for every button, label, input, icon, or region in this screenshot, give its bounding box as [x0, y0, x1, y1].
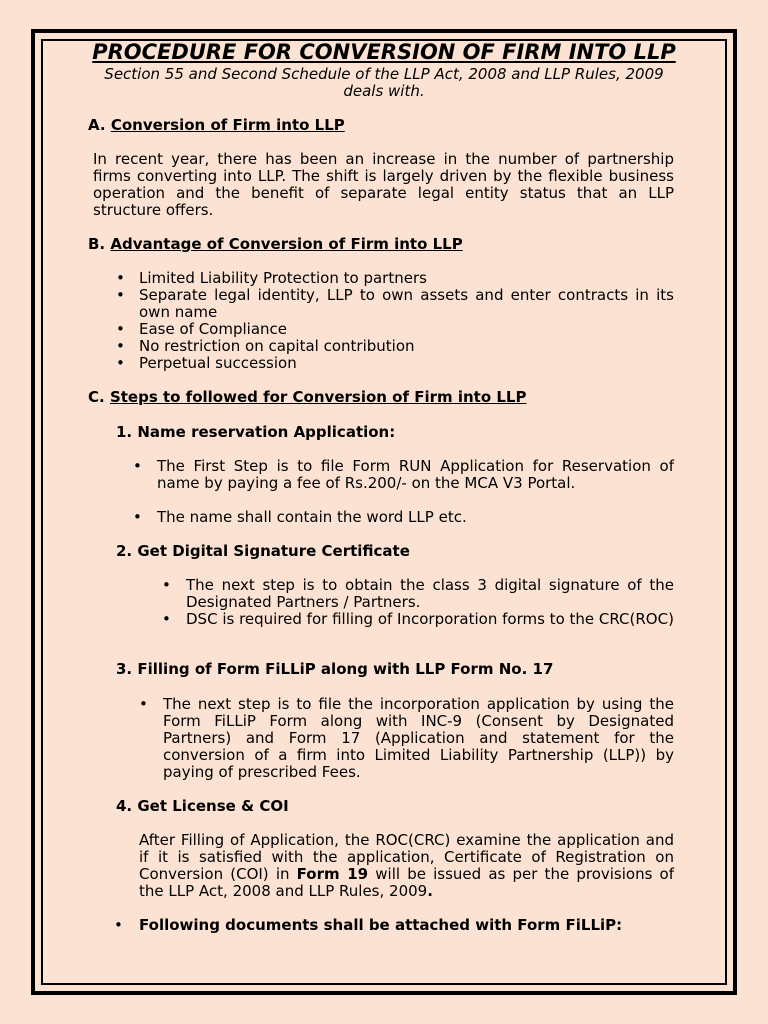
page-title: PROCEDURE FOR CONVERSION OF FIRM INTO LLP — [92, 40, 676, 64]
step-4-number: 4. — [116, 797, 133, 815]
step-2-title: Get Digital Signature Certificate — [137, 542, 410, 560]
list-item: The First Step is to file Form RUN Application for Reservation of name by paying a fee of Rs.200/- on the MCA V3 Portal. — [157, 457, 674, 492]
step-4-title: Get License & COI — [137, 797, 289, 815]
list-item: DSC is required for filling of Incorporation forms to the CRC(ROC) — [186, 610, 674, 628]
section-a-title: Conversion of Firm into LLP — [110, 116, 345, 134]
bullet-icon: • — [116, 286, 125, 304]
list-item: Separate legal identity, LLP to own assets and enter contracts in its own name — [139, 286, 674, 321]
list-item: No restriction on capital contribution — [139, 337, 415, 355]
list-item: Ease of Compliance — [139, 320, 288, 338]
step-4-form-19: Form 19 — [296, 865, 369, 883]
section-a-heading — [88, 117, 345, 134]
bullet-icon: • — [116, 354, 125, 372]
bullet-icon: • — [116, 269, 125, 287]
list-item: The next step is to file the incorporation application by using the Form FiLLiP Form along with INC-9 (Consent by Designated Partners) and Form 17 (Application and statement for the conversion of a firm into Limited Liability Partnership (LLP)) by paying of prescribed Fees. — [163, 695, 674, 781]
section-c-title: Steps to followed for Conversion of Firm into LLP — [109, 388, 527, 406]
bullet-icon: • — [133, 508, 142, 526]
bullet-icon: • — [162, 576, 171, 594]
section-b-letter: B. — [88, 235, 106, 253]
step-3-heading — [116, 661, 553, 678]
step-1-heading — [116, 424, 395, 441]
bullet-icon: • — [162, 610, 171, 628]
step-4-text-2: will be issued as per the provisions of the LLP Act, 2008 and LLP Rules, 2009 — [139, 865, 675, 900]
step-4-text-1: After Filling of Application, the ROC(CRC) examine the application and if it is satisfied with the application, Certificate of Registration on Conversion (COI) in — [139, 831, 674, 883]
section-a-paragraph: In recent year, there has been an increase in the number of partnership firms converting into LLP. The shift is largely driven by the flexible business operation and the benefit of separate legal entity status that an LLP structure offers. — [93, 150, 674, 219]
page-subtitle: Section 55 and Second Schedule of the LLP Act, 2008 and LLP Rules, 2009 deals with. — [104, 65, 664, 100]
section-c-heading — [88, 389, 526, 406]
bullet-icon: • — [116, 337, 125, 355]
section-b-title: Advantage of Conversion of Firm into LLP — [110, 235, 463, 253]
list-item: The name shall contain the word LLP etc. — [157, 508, 467, 526]
step-4-heading — [116, 798, 289, 815]
step-3-number: 3. — [116, 660, 133, 678]
list-item: Perpetual succession — [139, 354, 297, 372]
list-item: The next step is to obtain the class 3 digital signature of the Designated Partners / Partners. — [186, 576, 674, 611]
step-1-title: Name reservation Application: — [137, 423, 396, 441]
bullet-icon: • — [114, 916, 123, 934]
step-4-period: . — [427, 882, 433, 900]
documents-heading: Following documents shall be attached with Form FiLLiP: — [139, 916, 623, 934]
step-4-paragraph — [139, 832, 674, 900]
bullet-icon: • — [133, 457, 142, 475]
step-1-number: 1. — [116, 423, 133, 441]
step-3-title: Filling of Form FiLLiP along with LLP Form No. 17 — [137, 660, 554, 678]
bullet-icon: • — [139, 695, 148, 713]
step-2-heading — [116, 543, 410, 560]
list-item: Limited Liability Protection to partners — [139, 269, 427, 287]
section-b-heading — [88, 236, 463, 253]
section-c-letter: C. — [88, 388, 105, 406]
step-2-number: 2. — [116, 542, 133, 560]
bullet-icon: • — [116, 320, 125, 338]
section-a-letter: A. — [88, 116, 106, 134]
